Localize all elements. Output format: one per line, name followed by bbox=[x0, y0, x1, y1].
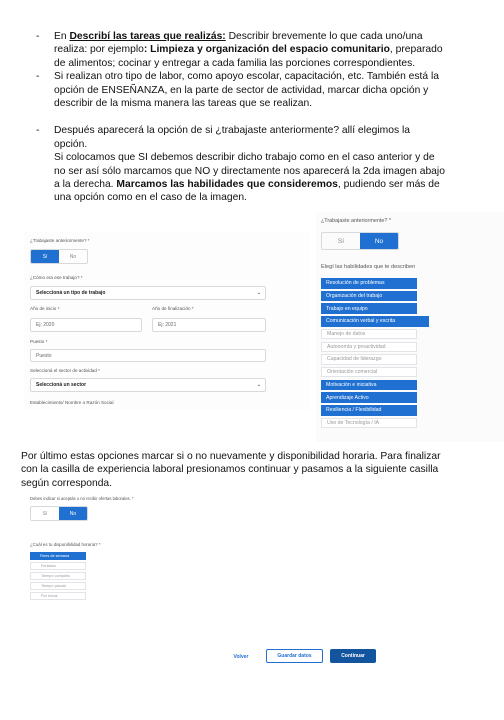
sector-select[interactable]: Seleccioná un sector ⌄ bbox=[30, 378, 266, 392]
skill-chip[interactable]: Motivación e iniciativa bbox=[321, 380, 417, 391]
chevron-down-icon: ⌄ bbox=[256, 290, 261, 296]
skill-chip[interactable]: Manejo de datos bbox=[321, 329, 417, 340]
bullet-previous-work: - Después aparecerá la opción de si ¿trabajaste anteriormente? allí elegimos la opción. Si colocamos que SI debemos describir dicho trabajo como en el caso anterior y de no ser así sólo marcamos que NO y directamente nos aparecerá la 2da imagen abajo a la derecha. Marcamos las habilidades que consideremos, pudiendo ser más de una opción como en el caso de la imagen. bbox=[36, 125, 445, 204]
company-label: Establecimiento/ Nombre o Razón Social bbox=[30, 400, 114, 405]
no-option[interactable]: No bbox=[69, 253, 77, 260]
screenshot-previous-work-form bbox=[24, 232, 310, 410]
yes-option[interactable]: Sí bbox=[31, 250, 59, 263]
back-button[interactable]: Volver bbox=[233, 654, 249, 660]
skill-chip[interactable]: Trabajo en equipo bbox=[321, 303, 417, 314]
worked-before-toggle[interactable] bbox=[30, 249, 88, 264]
offers-toggle[interactable] bbox=[30, 506, 88, 521]
yes-option[interactable]: Sí bbox=[337, 237, 345, 245]
skills-label: Elegí las habilidades que te describen bbox=[321, 264, 416, 270]
worked-before-toggle[interactable] bbox=[321, 232, 399, 250]
skill-chip[interactable]: Capacidad de liderazgo bbox=[321, 354, 417, 365]
offers-question: Debes indicar si aceptás o no recibir ofertas laborales. * bbox=[30, 496, 134, 501]
chevron-down-icon: ⌄ bbox=[256, 382, 261, 388]
job-question: ¿Cómo era ese trabajo? * bbox=[30, 275, 83, 280]
instruction-bullets bbox=[36, 30, 446, 205]
availability-option[interactable]: Tiempo completo bbox=[30, 572, 86, 580]
start-year-input[interactable]: Ej: 2020 bbox=[30, 318, 142, 332]
start-year-label: Año de inicio * bbox=[30, 306, 60, 311]
skill-chip[interactable]: Resolución de problemas bbox=[321, 278, 417, 289]
position-input[interactable]: Puesto bbox=[30, 349, 266, 362]
screenshot-availability bbox=[26, 490, 382, 670]
worked-before-question: ¿Trabajaste anteriormente? * bbox=[30, 238, 90, 243]
skill-chip[interactable]: Aprendizaje Activo bbox=[321, 392, 417, 403]
describe-tasks-heading: Describí las tareas que realizás: bbox=[69, 31, 226, 42]
save-button[interactable]: Guardar datos bbox=[266, 649, 323, 663]
screenshot-skills bbox=[316, 212, 504, 442]
skill-chip[interactable]: Orientación comercial bbox=[321, 367, 417, 378]
no-option[interactable]: No bbox=[59, 507, 87, 520]
closing-paragraph: Por último estas opciones marcar si o no nuevamente y disponibilidad horaria. Para finalizar con la casilla de experiencia laboral presionamos continuar y pasamos a la siguiente casilla según corresponda. bbox=[21, 451, 441, 489]
skill-chip[interactable]: Resiliencia / Flexibilidad bbox=[321, 405, 417, 416]
no-option[interactable]: No bbox=[360, 233, 398, 249]
availability-question: ¿Cuál es tu disponibilidad horaria? * bbox=[30, 542, 101, 547]
position-label: Puesto * bbox=[30, 339, 48, 344]
availability-option[interactable]: Por horas bbox=[30, 592, 86, 600]
end-year-label: Año de finalización * bbox=[152, 306, 194, 311]
continue-button[interactable]: Continuar bbox=[330, 649, 376, 663]
yes-option[interactable]: Sí bbox=[42, 510, 48, 517]
end-year-input[interactable]: Ej: 2021 bbox=[152, 318, 266, 332]
skill-chip[interactable]: Autonomía y proactividad bbox=[321, 342, 417, 353]
availability-option[interactable]: Tiempo parcial bbox=[30, 582, 86, 590]
bullet-describe-tasks: - En Describí las tareas que realizás: Describir brevemente lo que cada uno/una realiza: por ejemplo: Limpieza y organización del espacio comunitario, preparado de alimentos; cocinar y entregar a cada familia las porciones correspondientes. bbox=[36, 31, 443, 69]
worked-before-question: ¿Trabajaste anteriormente? * bbox=[321, 218, 391, 224]
bullet-other-labor: - Si realizan otro tipo de labor, como apoyo escolar, capacitación, etc. También está la opción de ENSEÑANZA, en la parte de sector de actividad, marcar dicha opción y describir de la misma manera las tareas que se realizan. bbox=[36, 71, 440, 110]
sector-label: Seleccioná el sector de actividad * bbox=[30, 368, 100, 373]
job-type-select[interactable]: Seleccioná un tipo de trabajo ⌄ bbox=[30, 286, 266, 300]
skill-chip[interactable]: Organización del trabajo bbox=[321, 291, 417, 302]
skill-chip[interactable]: Comunicación verbal y escrita bbox=[321, 316, 429, 327]
skill-chip[interactable]: Uso de Tecnología / IA bbox=[321, 418, 417, 429]
availability-option[interactable]: Feriados bbox=[30, 562, 86, 570]
availability-option[interactable]: Fines de semana bbox=[30, 552, 86, 560]
